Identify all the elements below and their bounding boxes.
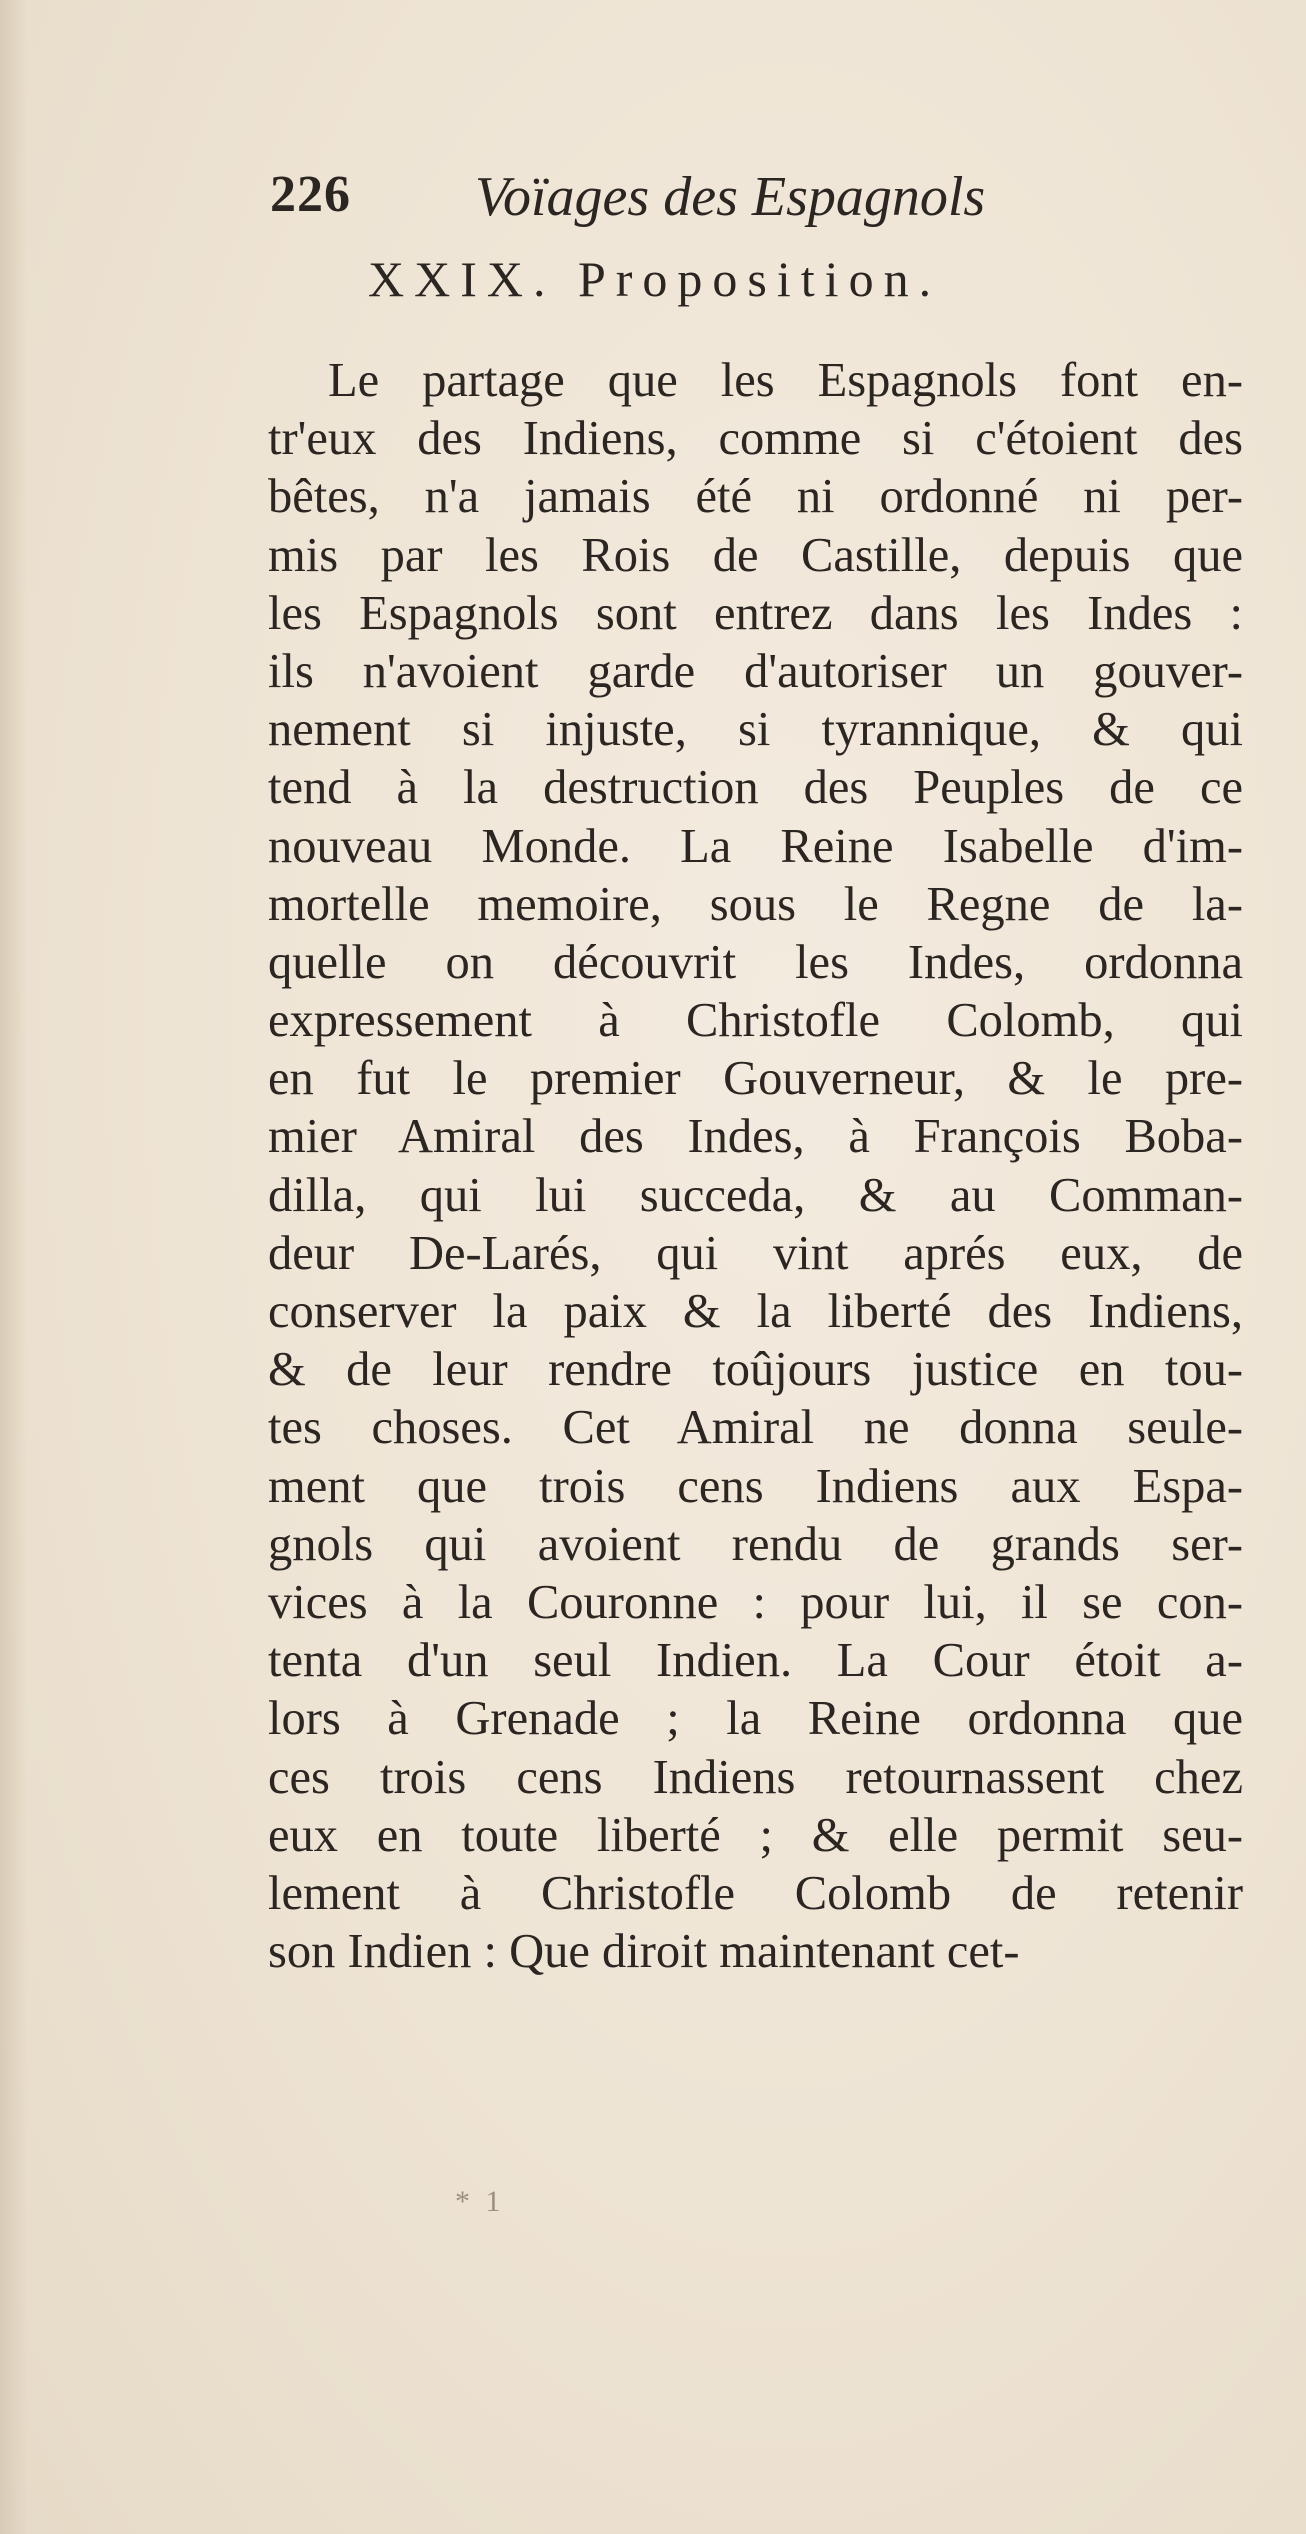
- text-line: eux en toute liberté ; & elle permit seu-: [268, 1808, 1243, 1862]
- text-line: mis par les Rois de Castille, depuis que: [268, 528, 1243, 582]
- text-line: gnols qui avoient rendu de grands ser-: [268, 1517, 1243, 1571]
- text-line: Le partage que les Espagnols font en-: [328, 354, 1243, 407]
- text-line: vices à la Couronne : pour lui, il se con-: [268, 1575, 1243, 1629]
- text-line: bêtes, n'a jamais été ni ordonné ni per-: [268, 470, 1243, 524]
- text-line: quelle on découvrit les Indes, ordonna: [268, 935, 1243, 989]
- section-heading: XXIX. Proposition.: [368, 251, 942, 307]
- text-line: nouveau Monde. La Reine Isabelle d'im-: [268, 819, 1243, 873]
- text-line: & de leur rendre toûjours justice en tou-: [268, 1343, 1243, 1397]
- page-header: [270, 165, 1050, 235]
- text-line: tr'eux des Indiens, comme si c'étoient des: [268, 412, 1243, 466]
- text-line: tend à la destruction des Peuples de ce: [268, 761, 1243, 815]
- text-line: mier Amiral des Indes, à François Boba-: [268, 1110, 1243, 1164]
- text-line: ils n'avoient garde d'autoriser un gouver-: [268, 644, 1243, 698]
- text-line: ment que trois cens Indiens aux Espa-: [268, 1459, 1243, 1513]
- text-line: en fut le premier Gouverneur, & le pre-: [268, 1052, 1243, 1106]
- text-line: mortelle memoire, sous le Regne de la-: [268, 877, 1243, 931]
- text-line: nement si injuste, si tyrannique, & qui: [268, 703, 1243, 757]
- text-line: tenta d'un seul Indien. La Cour étoit a-: [268, 1634, 1243, 1688]
- text-line: lors à Grenade ; la Reine ordonna que: [268, 1692, 1243, 1746]
- text-line: conserver la paix & la liberté des Indiens,: [268, 1285, 1243, 1338]
- text-line: son Indien : Que diroit maintenant cet-: [268, 1925, 1020, 1979]
- text-line: dilla, qui lui succeda, & au Comman-: [268, 1168, 1243, 1222]
- signature-mark: * 1: [455, 2185, 505, 2218]
- running-head: Voïages des Espagnols: [475, 166, 986, 228]
- text-line: deur De-Larés, qui vint aprés eux, de: [268, 1226, 1243, 1280]
- body-text: [268, 352, 1243, 1981]
- page-number: 226: [270, 166, 351, 223]
- text-line: expressement à Christofle Colomb, qui: [268, 994, 1243, 1048]
- text-line: ces trois cens Indiens retournassent chez: [268, 1750, 1243, 1804]
- text-line: tes choses. Cet Amiral ne donna seule-: [268, 1401, 1243, 1455]
- text-line: les Espagnols sont entrez dans les Indes :: [268, 586, 1243, 640]
- text-line: lement à Christofle Colomb de retenir: [268, 1866, 1243, 1920]
